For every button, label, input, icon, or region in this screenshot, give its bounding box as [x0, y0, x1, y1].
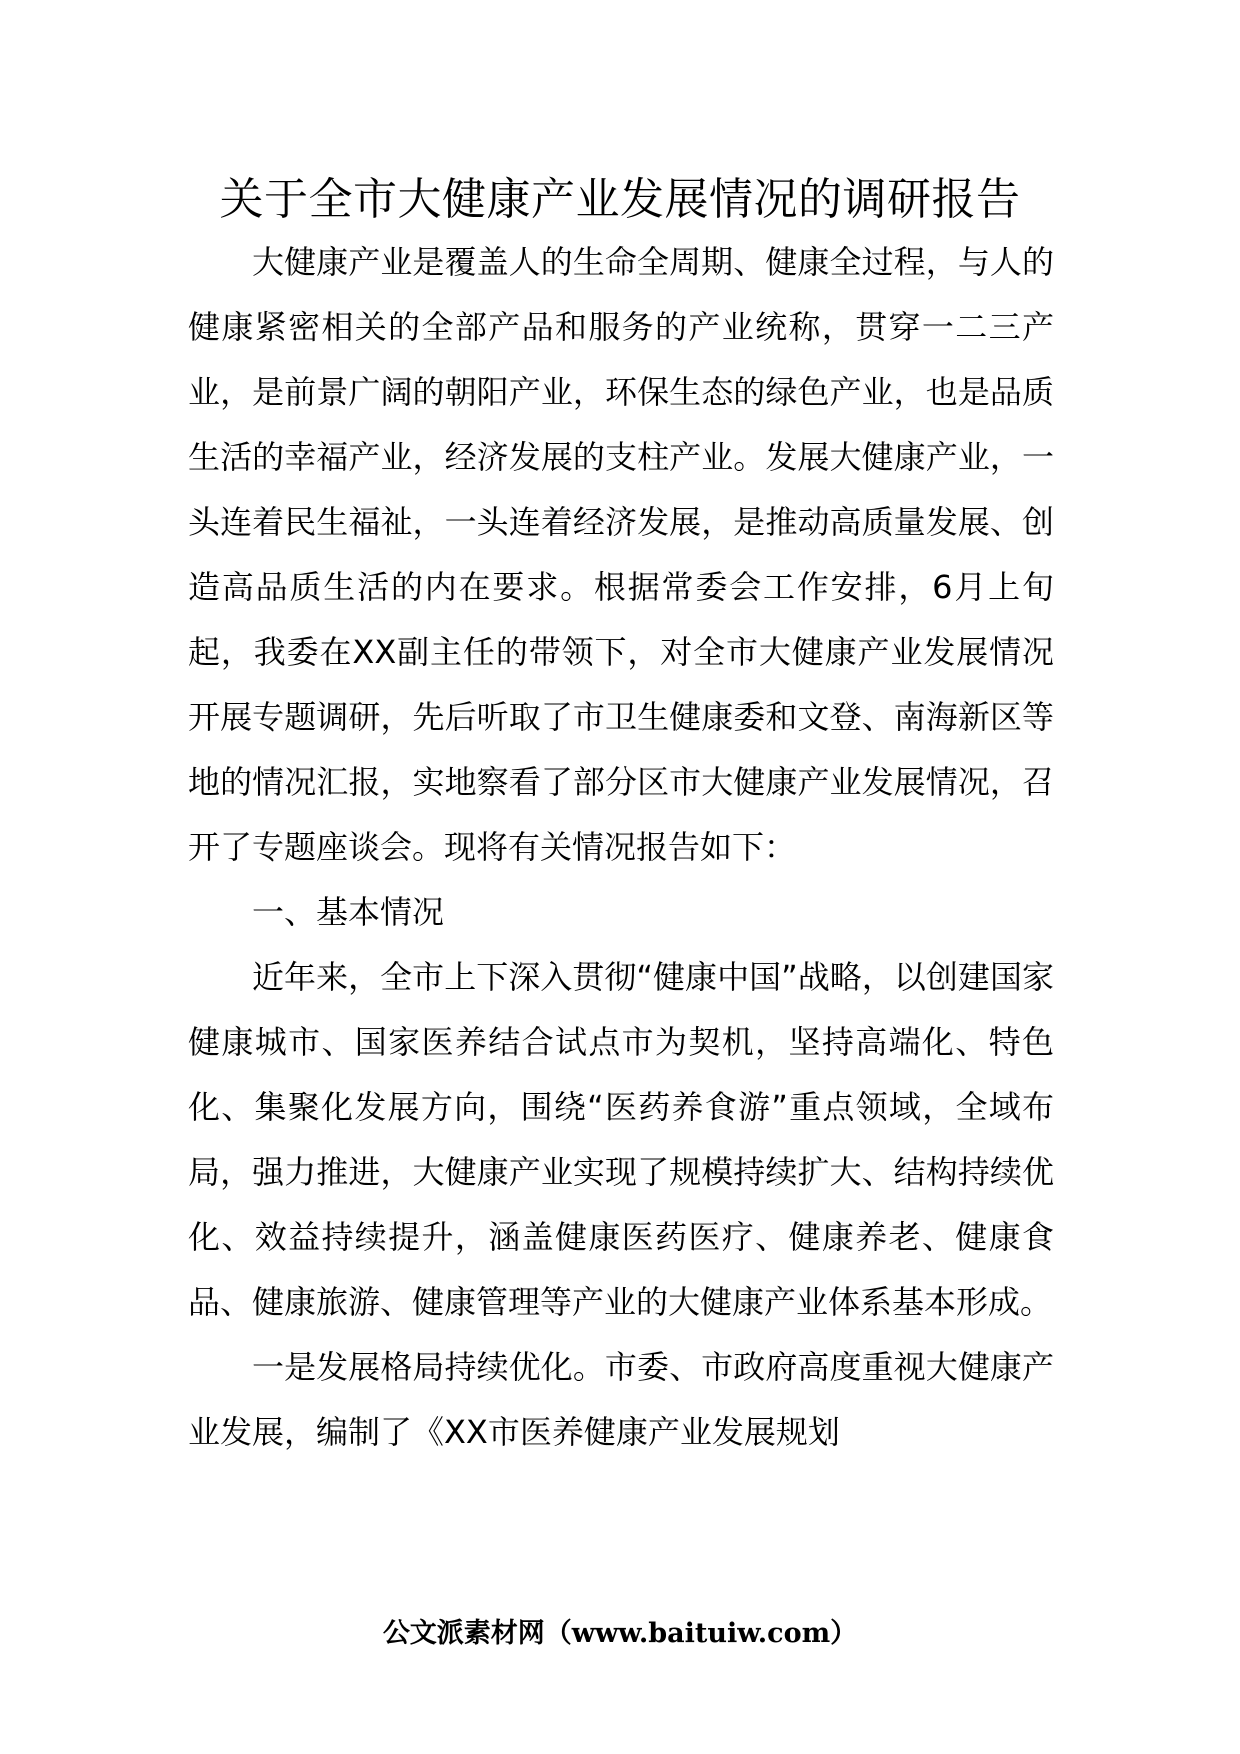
paragraph-intro: 大健康产业是覆盖人的生命全周期、健康全过程，与人的健康紧密相关的全部产品和服务的产业统称，贯穿一二三产业，是前景广阔的朝阳产业，环保生态的绿色产业，也是品质生活的幸福产业，经济发展的支柱产业。发展大健康产业，一头连着民生福祉，一头连着经济发展，是推动高质量发展、创造高品质生活的内在要求。根据常委会工作安排，6月上旬起，我委在XX副主任的带领下，对全市大健康产业发展情况开展专题调研，先后听取了市卫生健康委和文登、南海新区等地的情况汇报，实地察看了部分区市大健康产业发展情况，召开了专题座谈会。现将有关情况报告如下： — [188, 243, 1054, 866]
paragraph-point-one: 一是发展格局持续优化。市委、市政府高度重视大健康产业发展，编制了《XX市医养健康产业发展规划 — [188, 1348, 1054, 1451]
paragraph-overview: 近年来，全市上下深入贯彻“健康中国”战略，以创建国家健康城市、国家医养结合试点市为契机，坚持高端化、特色化、集聚化发展方向，围绕“医药养食游”重点领域，全域布局，强力推进，大健康产业实现了规模持续扩大、结构持续优化、效益持续提升，涵盖健康医药医疗、健康养老、健康食品、健康旅游、健康管理等产业的大健康产业体系基本形成。 — [188, 958, 1054, 1321]
document-body — [188, 230, 1054, 1465]
section-heading-basic-situation: 一、基本情况 — [252, 893, 445, 931]
document-title: 关于全市大健康产业发展情况的调研报告 — [219, 174, 1021, 225]
footer-watermark: 公文派素材网（www.baituiw.com） — [382, 1618, 858, 1649]
